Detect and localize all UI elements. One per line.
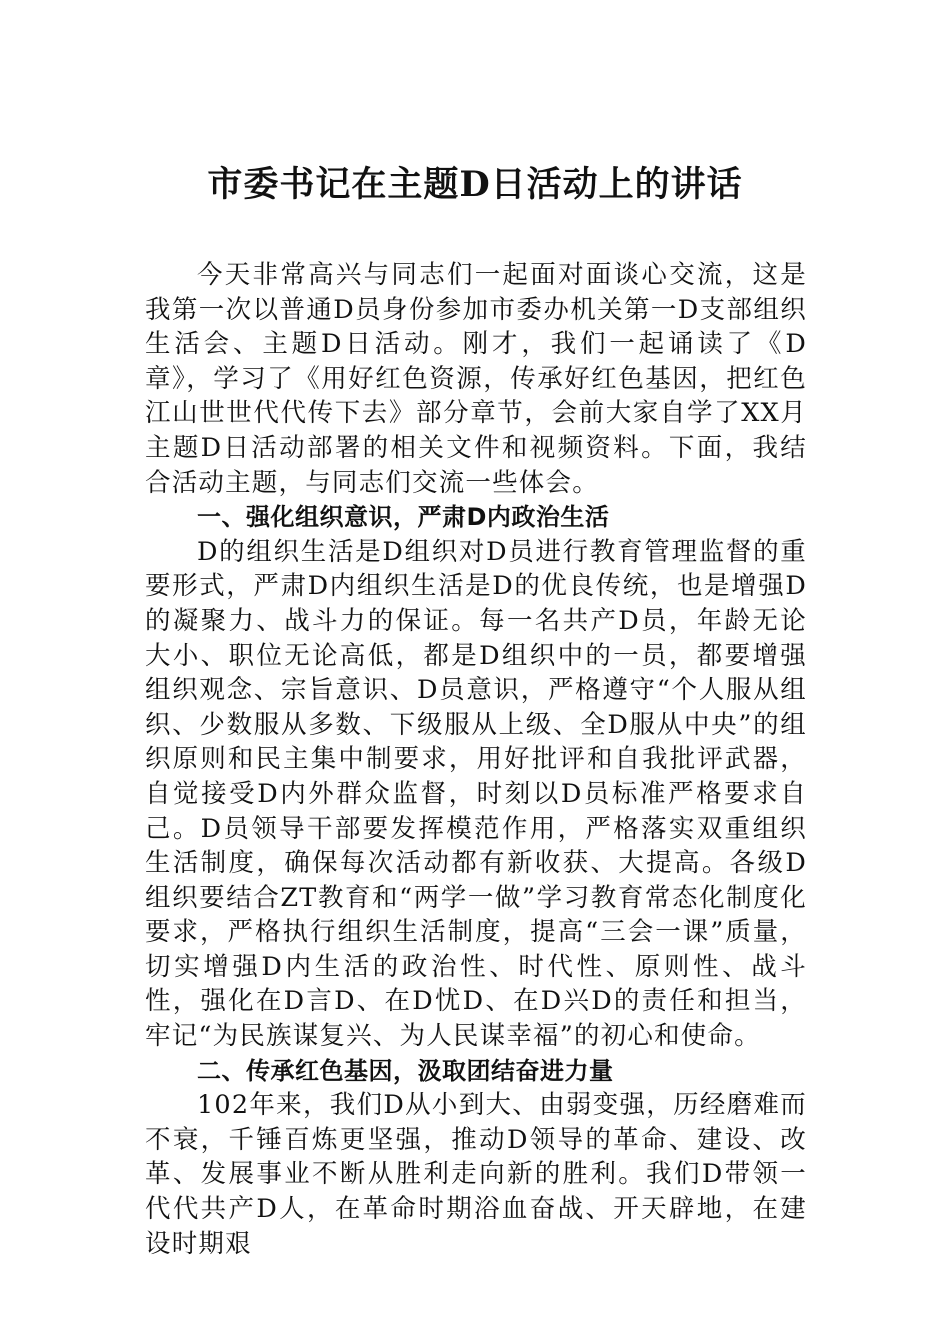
section-heading-1: 一、强化组织意识，严肃D内政治生活: [197, 503, 610, 532]
document-title: 市委书记在主题D日活动上的讲话: [207, 164, 743, 205]
section-1-paragraph: D的组织生活是D组织对D员进行教育管理监督的重要形式，严肃D内组织生活是D的优良传统，也是增强D的凝聚力、战斗力的保证。每一名共产D员，年龄无论大小、职位无论高低，都是D组织中的一员，都要增强组织观念、宗旨意识、D员意识，严格遵守“个人服从组织、少数服从多数、下级服从上级、全D服从中央”的组织原则和民主集中制要求，用好批评和自我批评武器，自觉接受D内外群众监督，时刻以D员标准严格要求自己。D员领导干部要发挥模范作用，严格落实双重组织生活制度，确保每次活动都有新收获、大提高。各级D组织要结合ZT教育和“两学一做”学习教育常态化制度化要求，严格执行组织生活制度，提高“三会一课”质量，切实增强D内生活的政治性、时代性、原则性、战斗性，强化在D言D、在D忧D、在D兴D的责任和担当，牢记“为民族谋复兴、为人民谋幸福”的初心和使命。: [145, 536, 807, 1052]
section-2-paragraph: 102年来，我们D从小到大、由弱变强，历经磨难而不衰，千锤百炼更坚强，推动D领导的革命、建设、改革、发展事业不断从胜利走向新的胜利。我们D带领一代代共产D人，在革命时期浴血奋战、开天辟地，在建设时期艰: [145, 1090, 807, 1259]
section-heading-2: 二、传承红色基因，汲取团结奋进力量: [197, 1056, 614, 1085]
document-body: [145, 258, 807, 1261]
intro-paragraph: 今天非常高兴与同志们一起面对面谈心交流，这是我第一次以普通D员身份参加市委办机关第一D支部组织生活会、主题D日活动。刚才，我们一起诵读了《D章》，学习了《用好红色资源，传承好红色基因，把红色江山世世代代传下去》部分章节，会前大家自学了XX月主题D日活动部署的相关文件和视频资料。下面，我结合活动主题，与同志们交流一些体会。: [145, 260, 807, 498]
